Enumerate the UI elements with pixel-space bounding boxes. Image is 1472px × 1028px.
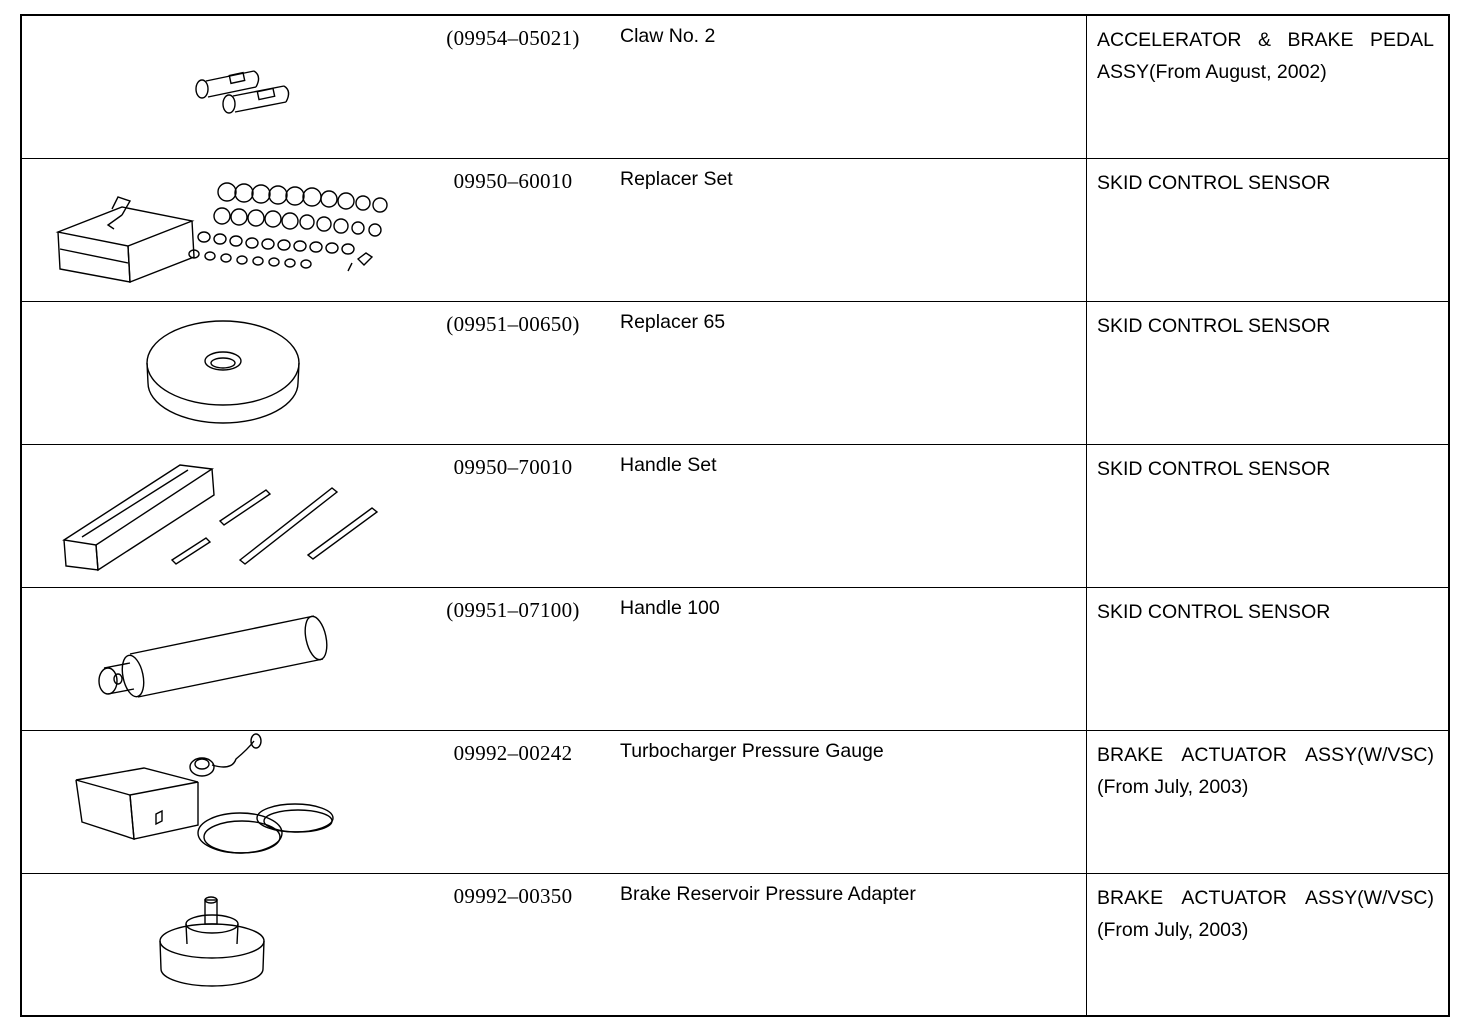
tool-usage [1087, 873, 1450, 1016]
pressure-gauge-kit-icon [22, 731, 422, 874]
table-row [21, 15, 1449, 158]
claw-bolts-icon [22, 16, 422, 159]
part-number: 09992–00242 [422, 730, 604, 873]
tool-illustration-cell [21, 301, 422, 444]
tool-name: Handle 100 [604, 587, 1087, 730]
table-row [21, 301, 1449, 444]
part-number: 09950–60010 [422, 158, 604, 301]
part-number: (09951–00650) [422, 301, 604, 444]
usage-text: BRAKE ACTUATOR ASSY(W/VSC)(From July, 2003) [1097, 886, 1434, 941]
part-number: (09954–05021) [422, 15, 604, 158]
tool-illustration-cell [21, 587, 422, 730]
handle-set-icon [22, 445, 422, 588]
tool-name: Handle Set [604, 444, 1087, 587]
table-row [21, 444, 1449, 587]
usage-text: SKID CONTROL SENSOR [1097, 600, 1331, 623]
table-row [21, 587, 1449, 730]
reservoir-adapter-icon [22, 874, 422, 1017]
part-number: 09950–70010 [422, 444, 604, 587]
part-number: 09992–00350 [422, 873, 604, 1016]
tool-illustration-cell [21, 873, 422, 1016]
handle-cylinder-icon [22, 588, 422, 731]
replacer-disc-icon [22, 302, 422, 445]
part-number: (09951–07100) [422, 587, 604, 730]
tool-name: Claw No. 2 [604, 15, 1087, 158]
tool-illustration-cell [21, 158, 422, 301]
table-row [21, 873, 1449, 1016]
table-row [21, 730, 1449, 873]
tool-illustration-cell [21, 444, 422, 587]
tool-usage [1087, 730, 1450, 873]
usage-text: SKID CONTROL SENSOR [1097, 314, 1331, 337]
tool-usage [1087, 444, 1450, 587]
tool-illustration-cell [21, 730, 422, 873]
usage-text: SKID CONTROL SENSOR [1097, 457, 1331, 480]
tool-usage [1087, 301, 1450, 444]
special-service-tools-table [20, 14, 1450, 1017]
usage-text: BRAKE ACTUATOR ASSY(W/VSC)(From July, 2003) [1097, 743, 1434, 798]
tool-name: Turbocharger Pressure Gauge [604, 730, 1087, 873]
usage-text: SKID CONTROL SENSOR [1097, 171, 1331, 194]
tool-illustration-cell [21, 15, 422, 158]
table-row [21, 158, 1449, 301]
tool-usage [1087, 158, 1450, 301]
tool-name: Replacer 65 [604, 301, 1087, 444]
tool-name: Replacer Set [604, 158, 1087, 301]
tool-usage [1087, 587, 1450, 730]
tool-usage [1087, 15, 1450, 158]
tool-name: Brake Reservoir Pressure Adapter [604, 873, 1087, 1016]
replacer-set-icon [22, 159, 422, 302]
usage-text: ACCELERATOR & BRAKE PEDAL ASSY(From August, 2002) [1097, 29, 1434, 83]
